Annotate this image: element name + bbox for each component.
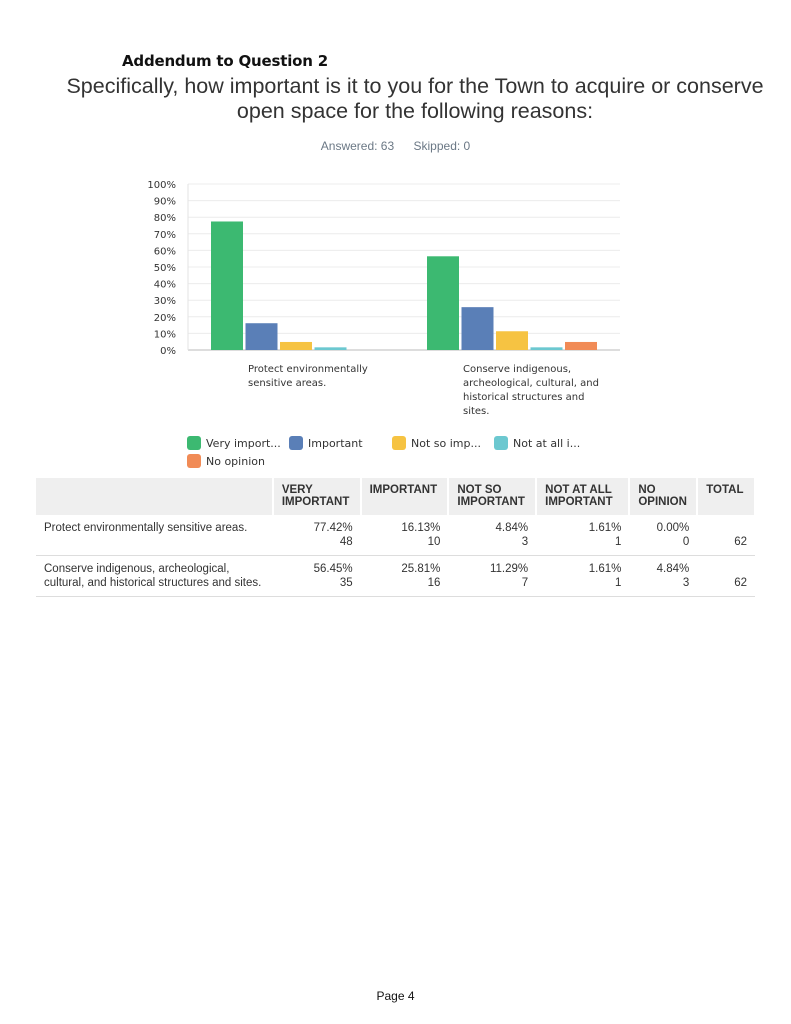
y-tick-label: 100% [147,180,176,191]
cell-percent: 11.29% [489,563,529,575]
cell-no-opinion [629,515,697,556]
bar [531,347,563,350]
cell-total-value: 62 [734,536,747,548]
legend-label: Important [308,436,363,450]
cell-percent: 77.42% [313,522,353,534]
bar [246,323,278,350]
bar [565,342,597,350]
table-header-row [36,478,755,515]
y-tick-label: 30% [153,296,176,308]
bar-chart [0,170,791,430]
column-header-not-at-all-important: NOT AT ALL IMPORTANT [536,478,629,515]
response-stats [0,139,791,153]
legend-swatch [187,454,201,468]
y-tick-label: 40% [153,279,176,291]
column-header-total: TOTAL [697,478,755,515]
cell-count: 7 [521,577,529,589]
cell-count: 3 [521,536,529,548]
y-tick-label: 50% [153,263,176,274]
bar [496,331,528,350]
legend-swatch [392,436,406,450]
y-tick-label: 0% [160,346,176,357]
cell-very-important [273,515,361,556]
legend-swatch [187,436,201,450]
cell-not-so-important [448,556,536,597]
cell-count: 0 [682,536,690,548]
y-tick-label: 60% [153,246,176,258]
cell-not-at-all-important [536,515,629,556]
bar [280,342,312,350]
question-text: Specifically, how important is it to you for the Town to acquire or conserve open space for the following reasons: [66,74,764,123]
y-tick-label: 80% [153,213,176,225]
cell-total-value: 62 [734,577,747,589]
bar [211,221,243,350]
cell-not-at-all-important [536,556,629,597]
column-header-blank [36,478,273,515]
row-label: Conserve indigenous, archeological, cultural, and historical structures and sites. [36,556,273,597]
y-tick-label: 90% [153,196,176,208]
y-tick-label: 20% [153,312,176,324]
legend-swatch [289,436,303,450]
table-row [36,556,755,597]
cell-count: 1 [614,536,622,548]
row-label: Protect environmentally sensitive areas. [36,515,273,556]
bar [462,307,494,350]
cell-total [697,556,755,597]
page-number: Page 4 [376,989,415,1003]
legend-item [187,454,265,468]
cell-percent: 1.61% [588,563,622,575]
legend-swatch [494,436,508,450]
cell-percent: 25.81% [401,563,441,575]
cell-no-opinion [629,556,697,597]
cell-percent: 4.84% [495,522,529,534]
column-header-very-important: VERY IMPORTANT [273,478,361,515]
skipped-count: Skipped: 0 [413,139,471,153]
column-header-no-opinion: NO OPINION [629,478,697,515]
legend-label: Very import... [206,436,281,450]
legend-label: Not so imp... [411,436,481,450]
x-category-label: Protect environmentally [248,364,368,375]
y-tick-label: 70% [153,229,176,241]
cell-count: 3 [682,577,690,589]
x-category-label: historical structures and [463,392,585,403]
legend-label: Not at all i... [513,436,581,450]
x-category-label: archeological, cultural, and [463,378,599,389]
cell-important [361,515,449,556]
cell-count: 16 [427,577,441,589]
cell-count: 35 [339,577,353,589]
bar [315,347,347,350]
cell-percent: 56.45% [313,563,353,575]
legend-item [392,436,481,450]
y-tick-label: 10% [153,329,176,341]
cell-count: 10 [427,536,441,548]
table-row [36,515,755,556]
cell-not-so-important [448,515,536,556]
cell-percent: 1.61% [588,522,622,534]
answered-count: Answered: 63 [320,139,395,153]
x-category-label: Conserve indigenous, [463,364,572,375]
x-category-label: sites. [463,406,490,417]
legend-item [494,436,580,450]
cell-total [697,515,755,556]
legend-item [187,436,281,450]
results-table [36,478,756,597]
legend-item [289,436,363,450]
cell-percent: 4.84% [656,563,690,575]
column-header-not-so-important: NOT SO IMPORTANT [448,478,536,515]
bar [427,256,459,350]
x-category-label: sensitive areas. [248,378,327,389]
cell-count: 1 [614,577,622,589]
cell-percent: 0.00% [656,522,690,534]
cell-very-important [273,556,361,597]
cell-important [361,556,449,597]
column-header-important: IMPORTANT [361,478,449,515]
legend-label: No opinion [206,454,265,468]
addendum-title: Addendum to Question 2 [122,52,328,70]
cell-count: 48 [339,536,353,548]
cell-percent: 16.13% [401,522,441,534]
